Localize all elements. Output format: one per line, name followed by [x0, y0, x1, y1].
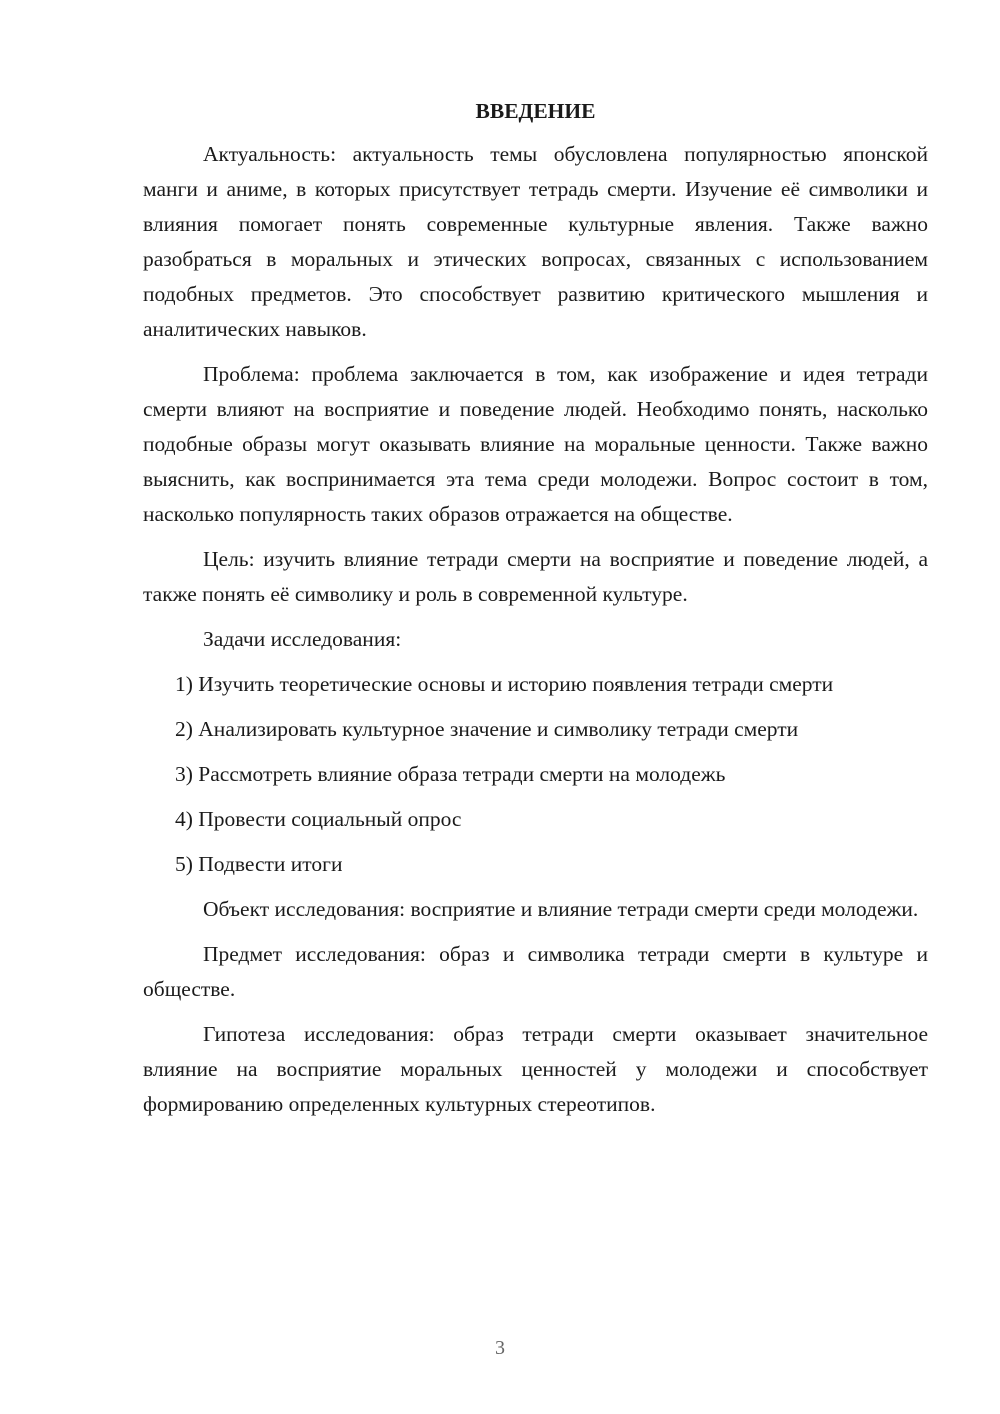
section-title: ВВЕДЕНИЕ [475, 99, 596, 123]
paragraph-hypothesis: Гипотеза исследования: образ тетради смерти оказывает значительное влияние на восприятие моральных ценностей у молодежи и способствует формированию определенных культурных стереотипов. [143, 1022, 928, 1116]
task-item-3: 3) Рассмотреть влияние образа тетради смерти на молодежь [175, 762, 726, 786]
paragraph-subject: Предмет исследования: образ и символика тетради смерти в культуре и обществе. [143, 942, 928, 1001]
task-item-1: 1) Изучить теоретические основы и историю появления тетради смерти [175, 672, 834, 696]
tasks-heading: Задачи исследования: [203, 627, 402, 651]
paragraph-problem: Проблема: проблема заключается в том, как изображение и идея тетради смерти влияют на восприятие и поведение людей. Необходимо понять, насколько подобные образы могут оказывать влияние на моральные ценности. Также важно выяснить, как воспринимается эта тема среди молодежи. Вопрос состоит в том, насколько популярность таких образов отражается на обществе. [143, 362, 928, 526]
task-item-4: 4) Провести социальный опрос [175, 807, 462, 831]
task-item-5: 5) Подвести итоги [175, 852, 343, 876]
paragraph-object: Объект исследования: восприятие и влияние тетради смерти среди молодежи. [203, 897, 919, 921]
paragraph-goal: Цель: изучить влияние тетради смерти на восприятие и поведение людей, а также понять её символику и роль в современной культуре. [143, 547, 928, 606]
paragraph-relevance: Актуальность: актуальность темы обусловлена популярностью японской манги и аниме, в которых присутствует тетрадь смерти. Изучение её символики и влияния помогает понять современные культурные явления. Также важно разобраться в моральных и этических вопросах, связанных с использованием подобных предметов. Это способствует развитию критического мышления и аналитических навыков. [143, 142, 928, 341]
page-content [143, 94, 928, 1132]
task-item-2: 2) Анализировать культурное значение и символику тетради смерти [175, 717, 799, 741]
page-number: 3 [495, 1337, 505, 1359]
